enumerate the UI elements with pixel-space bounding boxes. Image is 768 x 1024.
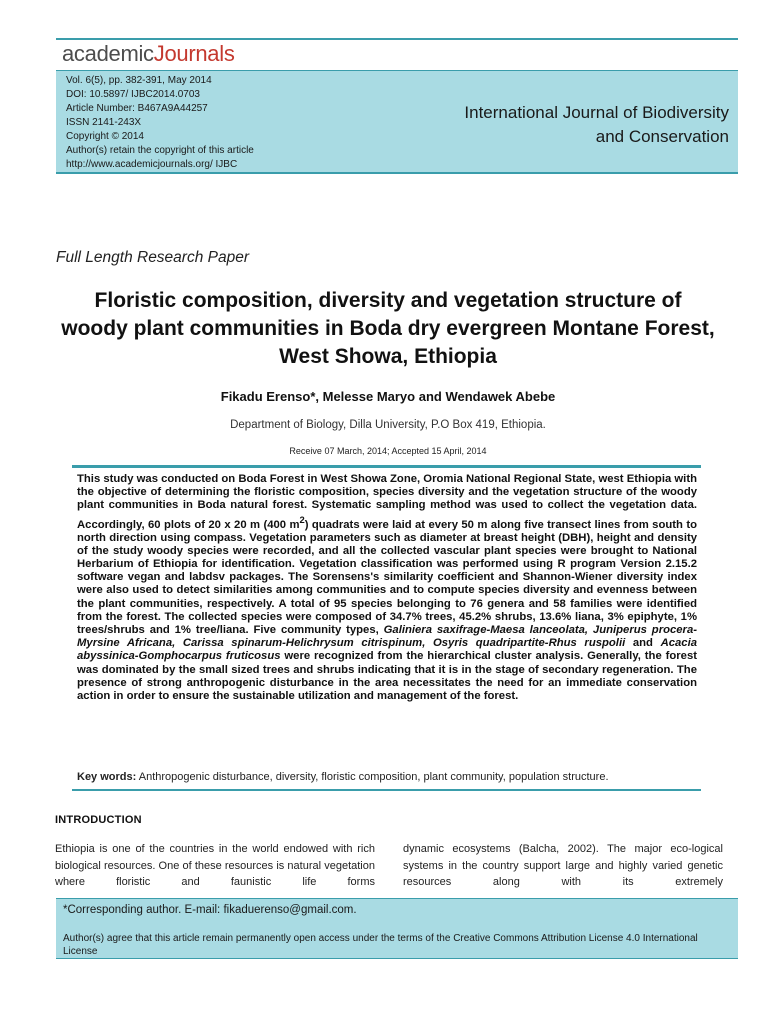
doi: DOI: 10.5897/ IJBC2014.0703 <box>66 89 200 100</box>
volume-info: Vol. 6(5), pp. 382-391, May 2014 <box>66 75 212 86</box>
paper-title: Floristic composition, diversity and vegetation structure of woody plant communities in Boda dry evergreen Montane Forest, West Showa, Ethiopia <box>61 289 715 368</box>
intro-column-left: Ethiopia is one of the countries in the world endowed with rich biological resources. One of these resources is natural vegetation where floristic and faunistic life forms <box>55 843 375 888</box>
abstract-species-list: Galiniera saxifrage-Maesa lanceolata, Juniperus procera-Myrsine Africana, Carissa spinarum-Helichrysum citrispinum, Osyris quadripartite-Rhus ruspolii <box>77 624 698 650</box>
section-heading-introduction: INTRODUCTION <box>55 814 142 826</box>
logo-text-academic: academic <box>62 41 154 66</box>
journal-name-line1: International Journal of Biodiversity <box>464 103 729 122</box>
abstract-text-1: This study was conducted on Boda Forest in West Showa Zone, Oromia National Regional State, west Ethiopia with the objective of determining the floristic composition, species diversity and the vegetation structure of the woody plant communities in Boda natural forest. Systematic sampling method was used to collect the vegetation data. Accordingly, 60 plots of 20 x 20 m (400 m <box>77 473 697 531</box>
license-statement: Author(s) agree that this article remain permanently open access under the terms of the Creative Commons Attribution License 4.0 International License <box>63 933 698 957</box>
copyright: Copyright © 2014 <box>66 131 144 142</box>
corresponding-author: *Corresponding author. E-mail: fikaduerenso@gmail.com. <box>63 904 357 916</box>
article-metadata <box>66 74 254 172</box>
footnote-box <box>56 898 738 959</box>
journal-name <box>409 101 729 149</box>
header-rule <box>56 38 738 40</box>
received-dates: Receive 07 March, 2014; Accepted 15 April, 2014 <box>289 446 487 456</box>
article-number: Article Number: B467A9A44257 <box>66 103 208 114</box>
affiliation: Department of Biology, Dilla University, P.O Box 419, Ethiopia. <box>230 419 546 431</box>
article-info-box <box>56 70 738 174</box>
abstract-superscript: 2 <box>299 513 305 525</box>
abstract-conjunction: and <box>625 637 661 650</box>
article-type: Full Length Research Paper <box>56 249 250 266</box>
keywords-text: Anthropogenic disturbance, diversity, floristic composition, plant community, population structure. <box>136 771 609 783</box>
publisher-logo <box>62 41 235 67</box>
issn: ISSN 2141-243X <box>66 117 142 128</box>
keywords-label: Key words: <box>77 771 137 783</box>
intro-column-right: dynamic ecosystems (Balcha, 2002). The major eco-logical systems in the country support large and highly varied genetic resources along with its extremely <box>403 843 723 888</box>
rights-statement: Author(s) retain the copyright of this article <box>66 145 254 156</box>
keywords <box>77 771 697 783</box>
journal-name-line2: and Conservation <box>595 127 729 146</box>
authors: Fikadu Erenso*, Melesse Maryo and Wendawek Abebe <box>220 389 556 404</box>
abstract-species-last: Acacia abyssinica-Gomphocarpus fruticosus <box>77 637 697 663</box>
journal-url[interactable]: http://www.academicjournals.org/ IJBC <box>66 159 238 170</box>
abstract <box>77 473 697 703</box>
logo-text-journals: Journals <box>153 41 235 66</box>
abstract-box <box>72 465 701 791</box>
abstract-text-3: were recognized from the hierarchical cluster analysis. Generally, the forest was dominated by the small sized trees and shrubs indicating that it is in the stage of secondary regeneration. The presence of strong anthropogenic disturbance in the area necessitates the need for an immediate conservation action in order to ensure the sustainable utilization and management of the forest. <box>77 650 697 703</box>
abstract-text-2: ) quadrats were laid at every 50 m along five transect lines from south to north direction using compass. Vegetation parameters such as diameter at breast height (DBH), height and density of the study woody species were recorded, and all the collected vascular plant species were brought to National Herbarium of Ethiopia for identification. Vegetation classification was performed using R program Version 2.15.2 software vegan and labdsv packages. The Sorensens's similarity coefficient and Shannon-Wiener diversity index were also used to detect similarities among communities and to compute species diversity and evenness between the plant communities, respectively. A total of 95 species belonging to 76 genera and 58 families were identified from the forest. The collected species were composed of 34.7% trees, 45.2% shrubs, 13.6% liana, 3% epiphyte, 1% trees/shrubs and 1% tree/liana. Five community types, <box>77 518 697 636</box>
